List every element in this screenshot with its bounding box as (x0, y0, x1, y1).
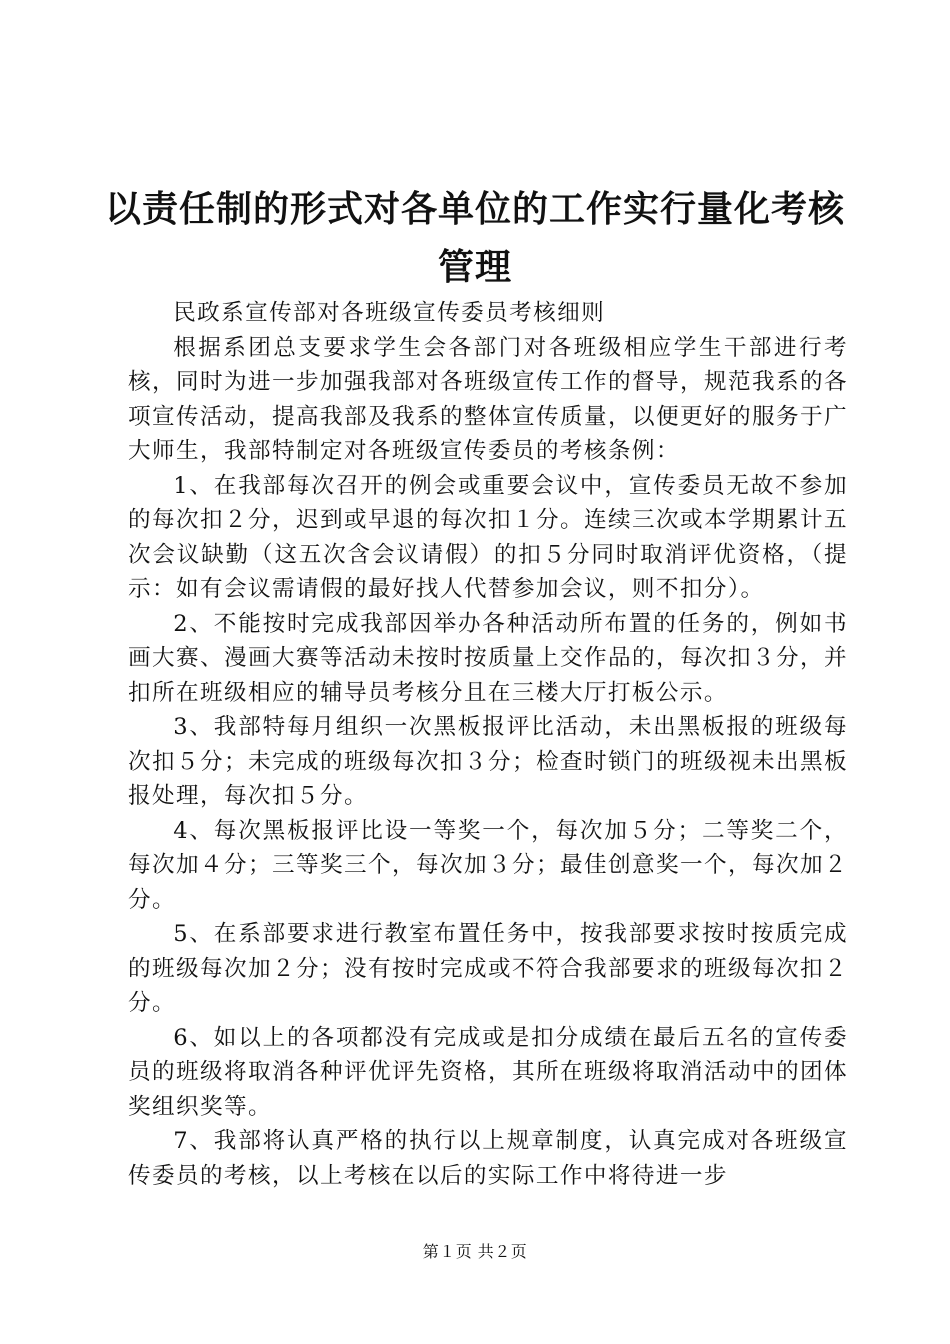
rule-paragraph-2: 2、不能按时完成我部因举办各种活动所布置的任务的，例如书画大赛、漫画大赛等活动未按时按质量上交作品的，每次扣３分，并扣所在班级相应的辅导员考核分且在三楼大厅打板公示。 (128, 610, 848, 706)
rule-paragraph-6: 6、如以上的各项都没有完成或是扣分成绩在最后五名的宣传委员的班级将取消各种评优评先资格，其所在班级将取消活动中的团体奖组织奖等。 (128, 1024, 848, 1120)
rule-paragraph-1: 1、在我部每次召开的例会或重要会议中，宣传委员无故不参加的每次扣２分，迟到或早退的每次扣１分。连续三次或本学期累计五次会议缺勤（这五次含会议请假）的扣５分同时取消评优资格，（提示：如有会议需请假的最好找人代替参加会议，则不扣分）。 (128, 472, 848, 602)
rule-paragraph-4: 4、每次黑板报评比设一等奖一个，每次加５分；二等奖二个，每次加４分；三等奖三个，每次加３分；最佳创意奖一个，每次加２分。 (128, 817, 848, 913)
document-title-line-1: 以责任制的形式对各单位的工作实行量化考核 (104, 189, 845, 230)
document-body (128, 296, 848, 1193)
rule-paragraph-3: 3、我部特每月组织一次黑板报评比活动，未出黑板报的班级每次扣５分；未完成的班级每次扣３分；检查时锁门的班级视未出黑板报处理，每次扣５分。 (128, 714, 848, 809)
subtitle-paragraph: 民政系宣传部对各班级宣传委员考核细则 (173, 300, 606, 326)
rule-paragraph-5: 5、在系部要求进行教室布置任务中，按我部要求按时按质完成的班级每次加２分；没有按时完成或不符合我部要求的班级每次扣２分。 (128, 921, 848, 1016)
intro-paragraph: 根据系团总支要求学生会各部门对各班级相应学生干部进行考核，同时为进一步加强我部对各班级宣传工作的督导，规范我系的各项宣传活动，提高我部及我系的整体宣传质量，以便更好的服务于广大师生，我部特制定对各班级宣传委员的考核条例： (128, 334, 848, 464)
document-title-line-2: 管理 (437, 247, 512, 288)
rule-paragraph-7: 7、我部将认真严格的执行以上规章制度，认真完成对各班级宣传委员的考核，以上考核在以后的实际工作中将待进一步 (128, 1128, 848, 1189)
page-footer: 第１页 共２页 (422, 1242, 528, 1261)
